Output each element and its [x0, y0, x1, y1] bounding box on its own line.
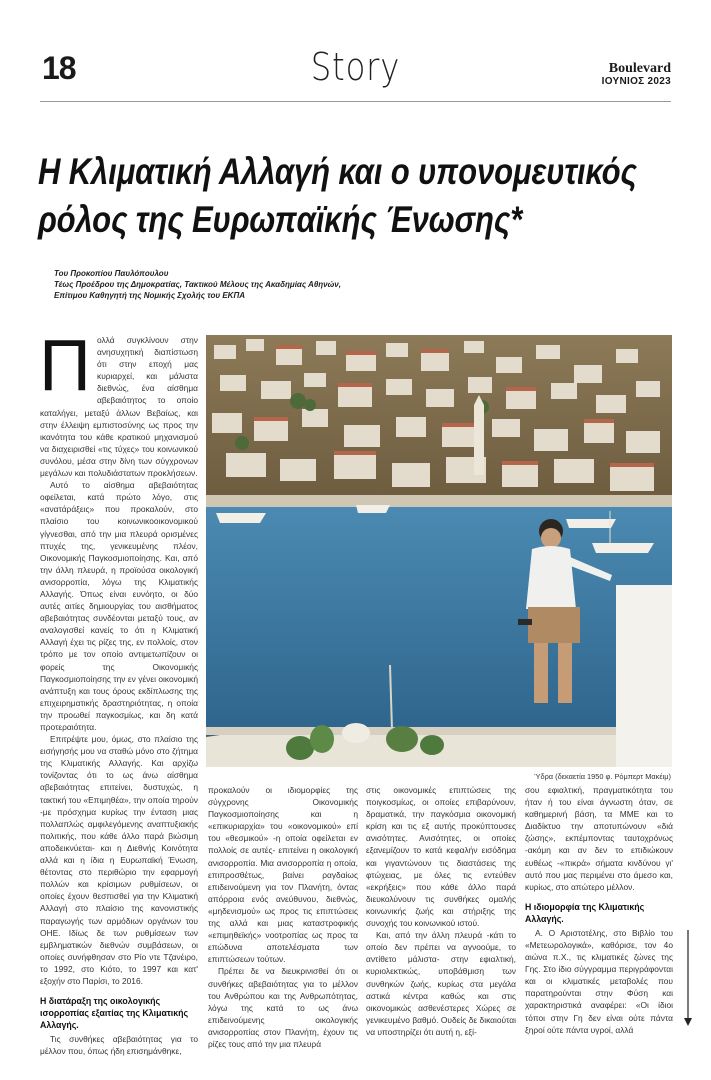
body-paragraph: Πολλά συγκλίνουν στην ανησυχητική διαπίστωση ότι στην εποχή μας κυριαρχεί, και μάλιστα διεθνώς, ένα αίσθημα αβεβαιότητος το οποίο καταλήγει, μεταξύ άλλων Βεβαίως, και στην έλλειψη εμπιστοσύνης ως προς την ικανότητα του κάθε κρατικού μηχανισμού να διαχειρισθεί «τις τύχες» του κοινωνικού συνόλου, μέσα στην δίνη των σύγχρονων μεγάλων και πολυδιάστατων προκλήσεων.: [39, 326, 198, 479]
article-title-line-2: ρόλος της Ευρωπαϊκής Ένωσης*: [38, 199, 523, 240]
text-column-2: [208, 784, 358, 1050]
continue-arrow-icon: [684, 930, 692, 1026]
brand-name: Boulevard: [608, 61, 671, 76]
body-paragraph: Και, από την άλλη πλευρά -κάτι το οποίο δεν πρέπει να αγνοούμε, το αντίθετο μάλιστα- στην εφιαλτική, κυριολεκτικώς, υποβάθμιση των συνθηκών ζωής, κυρίως στα μεγάλα αστικά κέντρα καθώς και στις οικονομικώς ασθενέστερες Χώρες σε γενικευμένο βαθμό. Ουδείς δε δικαιούται να υποστηρίζει ότι αυτή η, εξί-: [366, 930, 516, 1037]
article-title-line-1: Η Κλιματική Αλλαγή και ο υπονομευτικός: [38, 151, 637, 192]
body-paragraph: στις οικονομικές επιπτώσεις της ποιγκοσμίως, οι οποίες επιβαρύνουν, δραματικά, την παγκόσμια οικονομική κρίση και τις εξ αυτής προκύπτουσες ανισότητες. Ανισότητες, οι οποίες εξανεμίζουν το κατά κεφαλήν εισόδημα και γιγαντώνουν τις διαστάσεις της φτώχειας, με όλες τις εντεύθεν «εκρήξεις» που κάθε άλλο παρά διευκολύνουν τις συνθήκες ομαλής κοινωνικής ζωής και στήριξης της συνοχής του κοινωνικού ιστού.: [366, 785, 516, 929]
hydra-harbour-photo: [206, 335, 672, 767]
article-title: [38, 148, 676, 244]
body-paragraph: σου εφιαλτική, πραγματικότητα του ήταν ή του είναι άγνωστη όταν, σε καθημερινή βάση, τα ΜΜΕ και το Διαδίκτυο την αποτυπώνουν «διά ζώσης», εκπέμποντας ταυτοχρόνως -ακόμη και αν δεν το επιδιώκουν ευθέως -«πικρά» σήματα κινδύνου γι' αυτό που μας περιμένει στο άμεσο και, κυρίως, στο απώτερο μέλλον.: [525, 785, 673, 892]
photo-caption: Ύδρα (δεκαετία 1950 φ. Ρόμπερτ Μακέιμ): [534, 772, 671, 781]
drop-cap: Π: [39, 326, 91, 406]
byline-title: Τέως Προέδρου της Δημοκρατίας, Τακτικού Μέλους της Ακαδημίας Αθηνών,: [54, 280, 341, 289]
body-paragraph: Α. Ο Αριστοτέλης, στο Βιβλίο του «Μετεωρολογικά», καθόρισε, τον 4ο αιώνα π.Χ., τις κλιματικές ζώνες της Γης. Στο ίδιο σύγγραμμα περιγράφονται και οι κλιματικές μεταβολές που παρατηρούνται στην Φύση και χαρακτηριστικά αναφέρει: «Οι ίδιοι τόποι στην Γη δεν είναι ούτε πάντα ξηροί ούτε πάντα υγροί, αλλά: [525, 927, 673, 1035]
issue-date: ΙΟΥΝΙΟΣ 2023: [601, 76, 671, 87]
byline: [54, 268, 341, 301]
magazine-brand: [602, 62, 671, 88]
header-divider: [40, 101, 671, 102]
body-paragraph: Πρέπει δε να διευκρινισθεί ότι οι συνθήκες αβεβαιότητας για το μέλλον του Ανθρώπου και της Ανθρωπότητας, λόγω της κατά το ως άνω επιδεινούμενης οικολογικής ανισορροπίας στον Πλανήτη, έχουν τις ρίζες τους από την μια πλευρά: [208, 966, 358, 1049]
byline-title: Επίτιμου Καθηγητή της Νομικής Σχολής του ΕΚΠΑ: [54, 291, 245, 300]
section-subheading: Η διατάραξη της οικολογικής ισορροπίας εξαιτίας της Κλιματικής Αλλαγής.: [40, 996, 189, 1031]
body-paragraph: Επιτρέψτε μου, όμως, στο πλαίσιο της εισήγησής μου να σταθώ μόνο στο ζήτημα της Κλιματικής Αλλαγής. Και αρχίζω τονίζοντας ότι το ως άνω αίσθημα αβεβαιότητας επιτείνει, δυστυχώς, η τακτική του «Επιμηθέα», την οποία τηρούν -με πρόσχημα κυρίως την ένταση μιας πολλαπλώς αμφιλεγόμενης αναπτυξιακής πολιτικής, που κάθε άλλο παρά βιώσιμη αποδεικνύεται- και η Διεθνής Κοινότητα αλλά και η ίδια η Ευρωπαϊκή Ένωση, θέτοντας στο περιθώριο την εφαρμογή πολλών και κρίσιμων ρυθμίσεων, οι οποίες έχουν θεσπισθεί για την Κλιματική Αλλαγή στο πλαίσιο της κανονιστικής παραγωγής των αρμόδιων οργάνων του ΟΗΕ. Ιδίως δε των ρυθμίσεων των εμβληματικών διεθνών συμβάσεων, οι οποίες συνήφθησαν στο Ρίο ντε Τζανέιρο, το 1992, στο Κιότο, το 1997 και κατ' εξοχήν στο Παρίσι, το 2016.: [40, 734, 198, 986]
byline-author: Του Προκοπίου Παυλόπουλου: [54, 269, 169, 278]
text-column-3: [366, 784, 516, 1038]
page-number: 18: [42, 50, 76, 86]
body-paragraph: προκαλούν οι ιδιομορφίες της σύγχρονης Οικονομικής Παγκοσμιοποίησης και η «επικυριαρχία» του «οικονομικού» επί του «θεσμικού» -η οποία οφείλεται εν πολλοίς σε αυτές- επιτείνει η οικολογική ανισορροπία. Μια ανισορροπία η οποία, επιπροσθέτως, βαίνει ραγδαίως επιδεινούμενη για τον Πλανήτη, όντας απόρροια ενός ανεύθυνου, διεθνώς, «μηδενισμού» ως προς τις επιπτώσεις της αλλά και μιας καταστροφικής «επιμηθεϊκής» νοοτροπίας ως προς τα επώδυνα αποτελέσματα των επιπτώσεων τούτων.: [208, 785, 358, 965]
text-column-1: [39, 326, 198, 1057]
section-subheading: Η ιδιομορφία της Κλιματικής Αλλαγής.: [525, 901, 645, 924]
body-paragraph: Τις συνθήκες αβεβαιότητας για το μέλλον που, όπως ήδη επισημάνθηκε,: [40, 1034, 198, 1057]
body-paragraph: Αυτό το αίσθημα αβεβαιότητας οφείλεται, κατά πρώτο λόγο, στις «ανατάράξεις» που προκαλούν, στο πλαίσιο του κοινωνικοοικονομικού γίγνεσθαι, από την μια πλευρά ορισμένες πτυχές της, γενικευμένης πλέον, Οικονομικής Παγκοσμιοποίησης. Και, από την άλλη πλευρά, η προϊούσα οικολογική ανισορροπία, λόγω της Κλιματικής Αλλαγής. Όπως είναι ευνόητο, οι δύο αυτές αιτίες δημιουργίας του αισθήματος αβεβαιότητας συνδέονται μεταξύ τους, αν αναλογισθεί κανείς το ότι η Κλιματική Αλλαγή έχει τις ρίζες της, εν πολλοίς, στον τρόπο με τον οποίο αντιμετωπίζουν οι φορείς της Οικονομικής Παγκοσμιοποίησης την εν γένει οικονομική ανάπτυξη και τους όρους εκδίπλωσης της επιχειρηματικής δραστηριότητας, η οποία την προωθεί παγκοσμίως, και δη κατά προτεραιότητα.: [40, 480, 198, 732]
section-label: Story: [310, 45, 401, 89]
text-column-4: [525, 784, 673, 1036]
